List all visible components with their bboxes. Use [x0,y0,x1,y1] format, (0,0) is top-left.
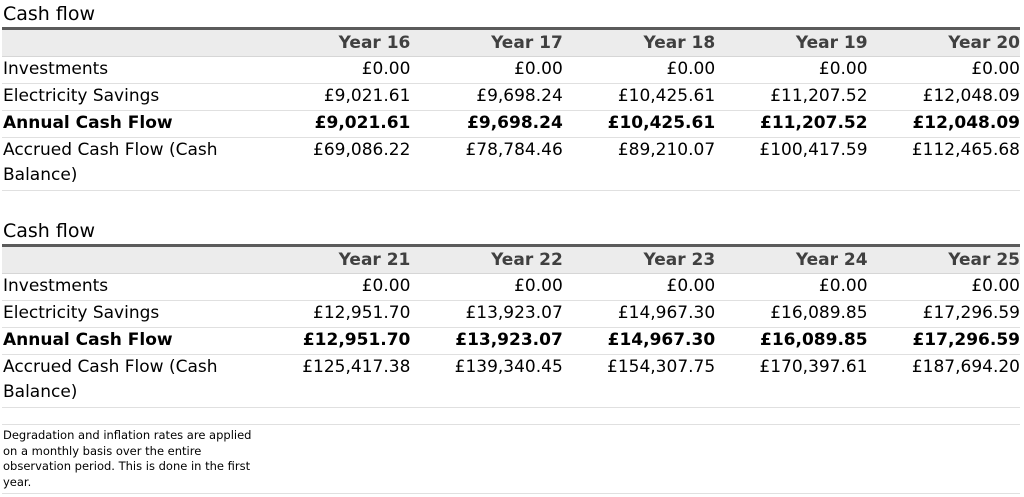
cell-value: £16,089.85 [715,301,867,328]
cash-flow-table [2,247,1020,408]
row-label: Electricity Savings [2,301,258,328]
cell-value: £187,694.20 [868,355,1020,408]
cell-value: £78,784.46 [410,138,562,191]
cell-value: £0.00 [715,274,867,301]
cell-value: £69,086.22 [258,138,410,191]
cell-value: £17,296.59 [868,301,1020,328]
row-label: Accrued Cash Flow (Cash Balance) [2,355,258,408]
cell-value: £0.00 [563,57,715,84]
cell-value: £139,340.45 [410,355,562,408]
table-row-accrued-cash-flow [2,355,1020,408]
cell-value: £125,417.38 [258,355,410,408]
cash-flow-table [2,30,1020,191]
cell-value: £10,425.61 [563,111,715,138]
table-row-electricity-savings [2,301,1020,328]
cell-value: £13,923.07 [410,328,562,355]
cell-value: £112,465.68 [868,138,1020,191]
table-row-investments [2,57,1020,84]
cell-value: £12,951.70 [258,301,410,328]
year-header: Year 18 [563,30,715,57]
cell-value: £14,967.30 [563,301,715,328]
year-header: Year 23 [563,247,715,274]
cell-value: £0.00 [410,57,562,84]
year-header: Year 19 [715,30,867,57]
cash-flow-section-1 [2,3,1020,191]
cell-value: £0.00 [868,57,1020,84]
year-header: Year 20 [868,30,1020,57]
header-row [2,247,1020,274]
section-title: Cash flow [3,220,96,242]
cell-value: £12,048.09 [868,84,1020,111]
table-row-annual-cash-flow [2,328,1020,355]
cell-value: £12,048.09 [868,111,1020,138]
table-row-electricity-savings [2,84,1020,111]
cell-value: £0.00 [410,274,562,301]
table-row-investments [2,274,1020,301]
year-header: Year 21 [258,247,410,274]
cell-value: £89,210.07 [563,138,715,191]
year-header: Year 22 [410,247,562,274]
cell-value: £9,021.61 [258,84,410,111]
table-row-annual-cash-flow [2,111,1020,138]
row-label: Annual Cash Flow [2,111,258,138]
cell-value: £9,698.24 [410,84,562,111]
cell-value: £9,698.24 [410,111,562,138]
year-header: Year 17 [410,30,562,57]
cell-value: £16,089.85 [715,328,867,355]
cash-flow-section-2 [2,220,1020,408]
cell-value: £170,397.61 [715,355,867,408]
row-label: Annual Cash Flow [2,328,258,355]
cell-value: £10,425.61 [563,84,715,111]
cell-value: £0.00 [258,57,410,84]
header-row [2,30,1020,57]
row-label: Electricity Savings [2,84,258,111]
cell-value: £14,967.30 [563,328,715,355]
table-row-accrued-cash-flow [2,138,1020,191]
cell-value: £17,296.59 [868,328,1020,355]
cell-value: £100,417.59 [715,138,867,191]
header-blank-cell [2,30,258,57]
row-label: Investments [2,274,258,301]
row-label: Investments [2,57,258,84]
footnote-box [2,424,1020,494]
cell-value: £12,951.70 [258,328,410,355]
cell-value: £0.00 [258,274,410,301]
cell-value: £13,923.07 [410,301,562,328]
cell-value: £11,207.52 [715,111,867,138]
row-label: Accrued Cash Flow (Cash Balance) [2,138,258,191]
cell-value: £0.00 [563,274,715,301]
year-header: Year 16 [258,30,410,57]
cell-value: £9,021.61 [258,111,410,138]
cell-value: £0.00 [715,57,867,84]
cell-value: £0.00 [868,274,1020,301]
year-header: Year 25 [868,247,1020,274]
cell-value: £11,207.52 [715,84,867,111]
header-blank-cell [2,247,258,274]
cell-value: £154,307.75 [563,355,715,408]
year-header: Year 24 [715,247,867,274]
section-title: Cash flow [3,3,96,25]
footnote-text: Degradation and inflation rates are applied on a monthly basis over the entire observation period. This is done in the first year. [3,428,252,489]
